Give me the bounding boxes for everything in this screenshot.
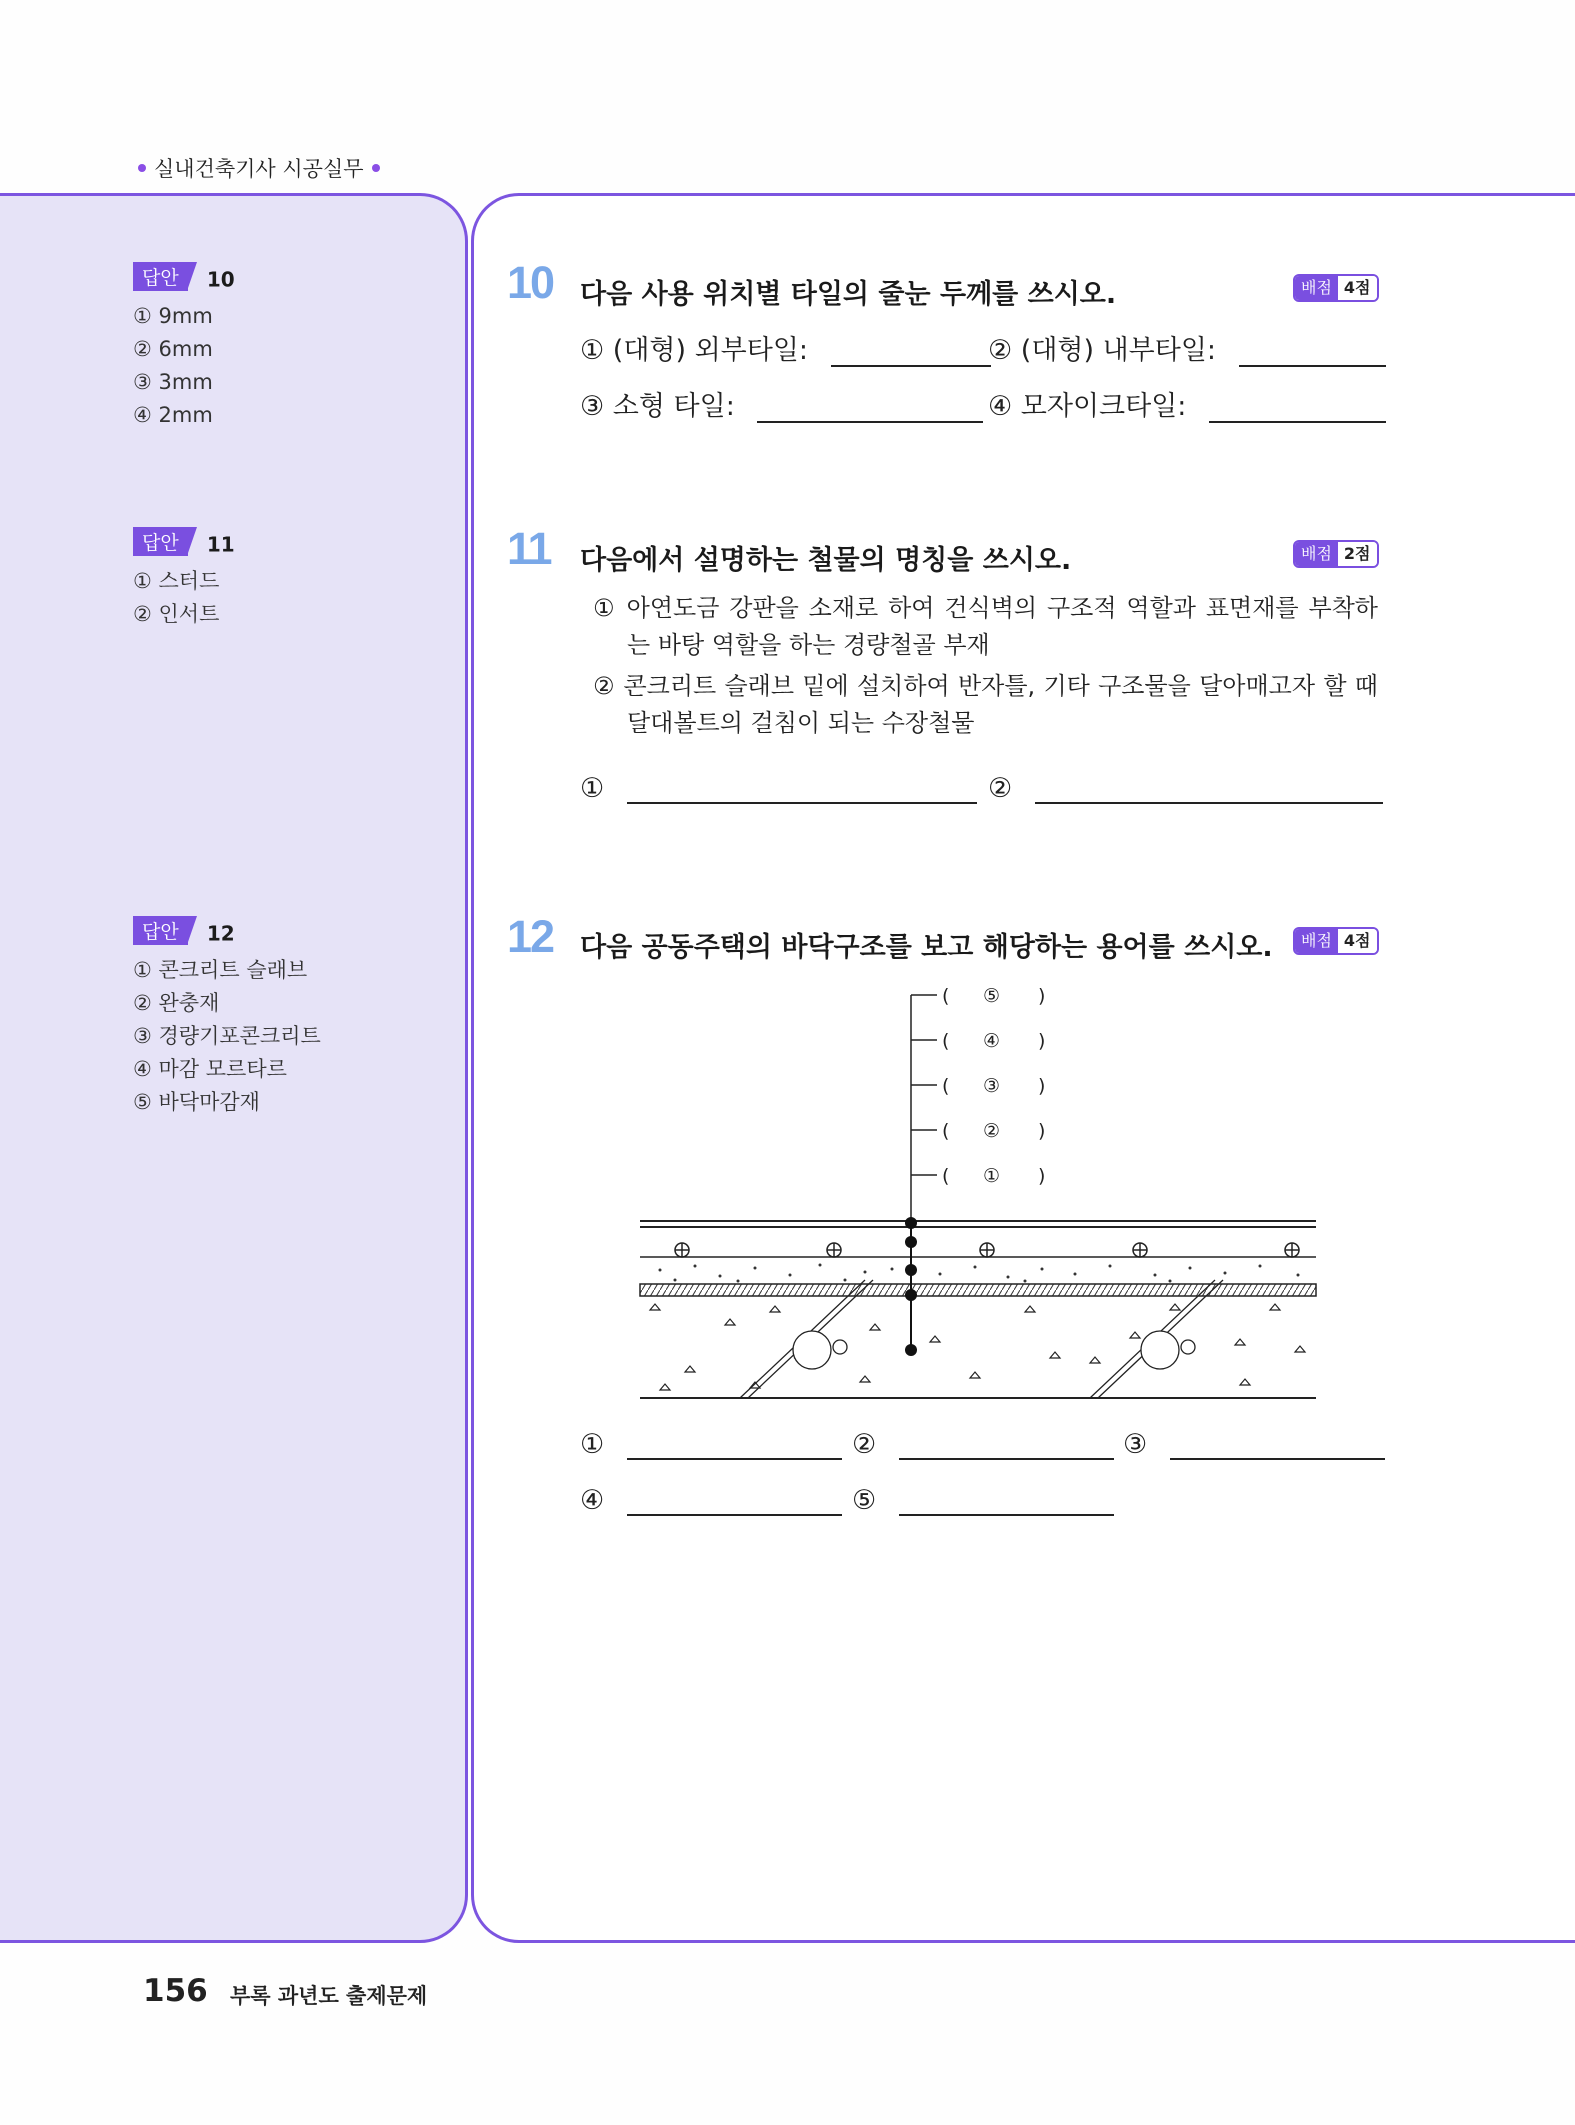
answer-number: 11: [206, 532, 235, 557]
svg-text:): ): [1038, 1075, 1046, 1097]
answer-item: ② 완충재: [133, 990, 220, 1015]
cushion-layer: [640, 1284, 1316, 1296]
heating-pipes: [675, 1243, 1299, 1257]
blank-label: ②: [988, 773, 1013, 804]
blank-label: ①: [580, 773, 605, 804]
question-text-10: 다음 사용 위치별 타일의 줄눈 두께를 쓰시오.: [580, 279, 1117, 310]
answer-blank[interactable]: [1209, 391, 1386, 423]
lightweight-concrete: [659, 1264, 1300, 1283]
header-title: 실내건축기사 시공실무: [154, 157, 364, 181]
answer-line: [580, 328, 991, 367]
running-header: [130, 153, 388, 183]
answer-item: ④ 2mm: [133, 402, 213, 427]
label-2: [942, 1120, 1045, 1142]
answer-blank[interactable]: [1239, 335, 1386, 367]
description-item: ② 콘크리트 슬래브 밑에 설치하여 반자틀, 기타 구조물을 달아매고자 할 때 달대볼트의 걸침이 되는 수장철물: [593, 672, 1378, 737]
label-3: [942, 1075, 1045, 1097]
score-label: 배점: [1295, 929, 1338, 953]
svg-text:(: (: [942, 1165, 950, 1187]
answer-block-11: [133, 527, 235, 631]
svg-text:(: (: [942, 1075, 950, 1097]
question-number-11: 11: [507, 523, 551, 574]
answer-list: [133, 300, 235, 432]
answer-blank[interactable]: [1035, 772, 1383, 804]
answer-list: [133, 954, 321, 1119]
answer-item: ③ 3mm: [133, 369, 213, 394]
answer-item: ⑤ 바닥마감재: [133, 1089, 260, 1114]
question-number-12: 12: [507, 911, 554, 962]
blank-label: ④: [580, 1485, 605, 1516]
answer-line: [580, 772, 977, 804]
answer-blank[interactable]: [627, 1428, 842, 1460]
blank-label: ③ 소형 타일:: [580, 391, 735, 422]
answer-item: ① 콘크리트 슬래브: [133, 957, 308, 982]
question-text-12: 다음 공동주택의 바닥구조를 보고 해당하는 용어를 쓰시오.: [580, 932, 1273, 963]
score-value: 4점: [1338, 276, 1377, 300]
blank-label: ② (대형) 내부타일:: [988, 335, 1217, 366]
question-description-11: [593, 590, 1378, 746]
answer-list: [133, 565, 235, 631]
svg-text:): ): [1038, 985, 1046, 1007]
answer-blank[interactable]: [627, 772, 977, 804]
svg-text:③: ③: [983, 1075, 1001, 1097]
answer-item: ① 9mm: [133, 303, 213, 328]
answer-line: [1123, 1428, 1385, 1460]
answer-tag: 답안: [133, 916, 188, 945]
answer-line: [580, 1484, 842, 1516]
answer-item: ① 스터드: [133, 568, 220, 593]
score-badge-12: [1293, 927, 1379, 955]
leader-lines: [911, 995, 937, 1222]
answer-item: ② 6mm: [133, 336, 213, 361]
svg-text:(: (: [942, 1120, 950, 1142]
svg-text:①: ①: [983, 1165, 1001, 1187]
answer-line: [580, 1428, 842, 1460]
question-number-10: 10: [507, 257, 554, 308]
page-number: 156: [143, 1973, 208, 2009]
score-label: 배점: [1295, 276, 1338, 300]
answer-number: 10: [206, 267, 235, 292]
answer-line: [988, 384, 1386, 423]
answer-blank[interactable]: [757, 391, 983, 423]
answer-tag: 답안: [133, 262, 188, 291]
svg-text:): ): [1038, 1120, 1046, 1142]
bullet-dot-icon: [138, 164, 146, 172]
svg-text:④: ④: [983, 1030, 1001, 1052]
answer-tag: 답안: [133, 527, 188, 556]
blank-label: ①: [580, 1429, 605, 1460]
answer-line: [852, 1484, 1114, 1516]
svg-text:(: (: [942, 1030, 950, 1052]
label-4: [942, 1030, 1045, 1052]
answer-item: ③ 경량기포콘크리트: [133, 1023, 321, 1048]
answer-line: [988, 328, 1386, 367]
answer-blank[interactable]: [899, 1428, 1114, 1460]
answer-number: 12: [206, 921, 235, 946]
answer-line: [580, 384, 983, 423]
answer-block-10: [133, 262, 235, 432]
label-5: [942, 985, 1045, 1007]
blank-label: ⑤: [852, 1485, 877, 1516]
description-item: ① 아연도금 강판을 소재로 하여 건식벽의 구조적 역할과 표면재를 부착하는 바탕 역할을 하는 경량철골 부재: [593, 594, 1378, 659]
answer-item: ④ 마감 모르타르: [133, 1056, 287, 1081]
blank-label: ③: [1123, 1429, 1148, 1460]
score-value: 2점: [1338, 542, 1377, 566]
svg-text:): ): [1038, 1165, 1046, 1187]
answer-block-12: [133, 916, 321, 1119]
svg-text:): ): [1038, 1030, 1046, 1052]
concrete-slab: [640, 1280, 1316, 1398]
svg-text:⑤: ⑤: [983, 985, 1001, 1007]
question-text-11: 다음에서 설명하는 철물의 명칭을 쓰시오.: [580, 545, 1072, 576]
score-badge-11: [1293, 540, 1379, 568]
answer-line: [852, 1428, 1114, 1460]
svg-text:②: ②: [983, 1120, 1001, 1142]
score-value: 4점: [1338, 929, 1377, 953]
answer-item: ② 인서트: [133, 601, 220, 626]
blank-label: ④ 모자이크타일:: [988, 391, 1187, 422]
floor-structure-diagram: [630, 980, 1330, 1400]
svg-text:(: (: [942, 985, 950, 1007]
score-label: 배점: [1295, 542, 1338, 566]
label-1: [942, 1165, 1045, 1187]
answer-line: [988, 772, 1383, 804]
blank-label: ②: [852, 1429, 877, 1460]
answer-blank[interactable]: [1170, 1428, 1385, 1460]
score-badge-10: [1293, 274, 1379, 302]
footer-title: 부록 과년도 출제문제: [230, 1984, 428, 2008]
answer-blank[interactable]: [831, 335, 991, 367]
answer-blank[interactable]: [627, 1484, 842, 1516]
blank-label: ① (대형) 외부타일:: [580, 335, 809, 366]
answer-blank[interactable]: [899, 1484, 1114, 1516]
bullet-dot-icon: [372, 164, 380, 172]
finish-layer: [640, 1221, 1316, 1227]
